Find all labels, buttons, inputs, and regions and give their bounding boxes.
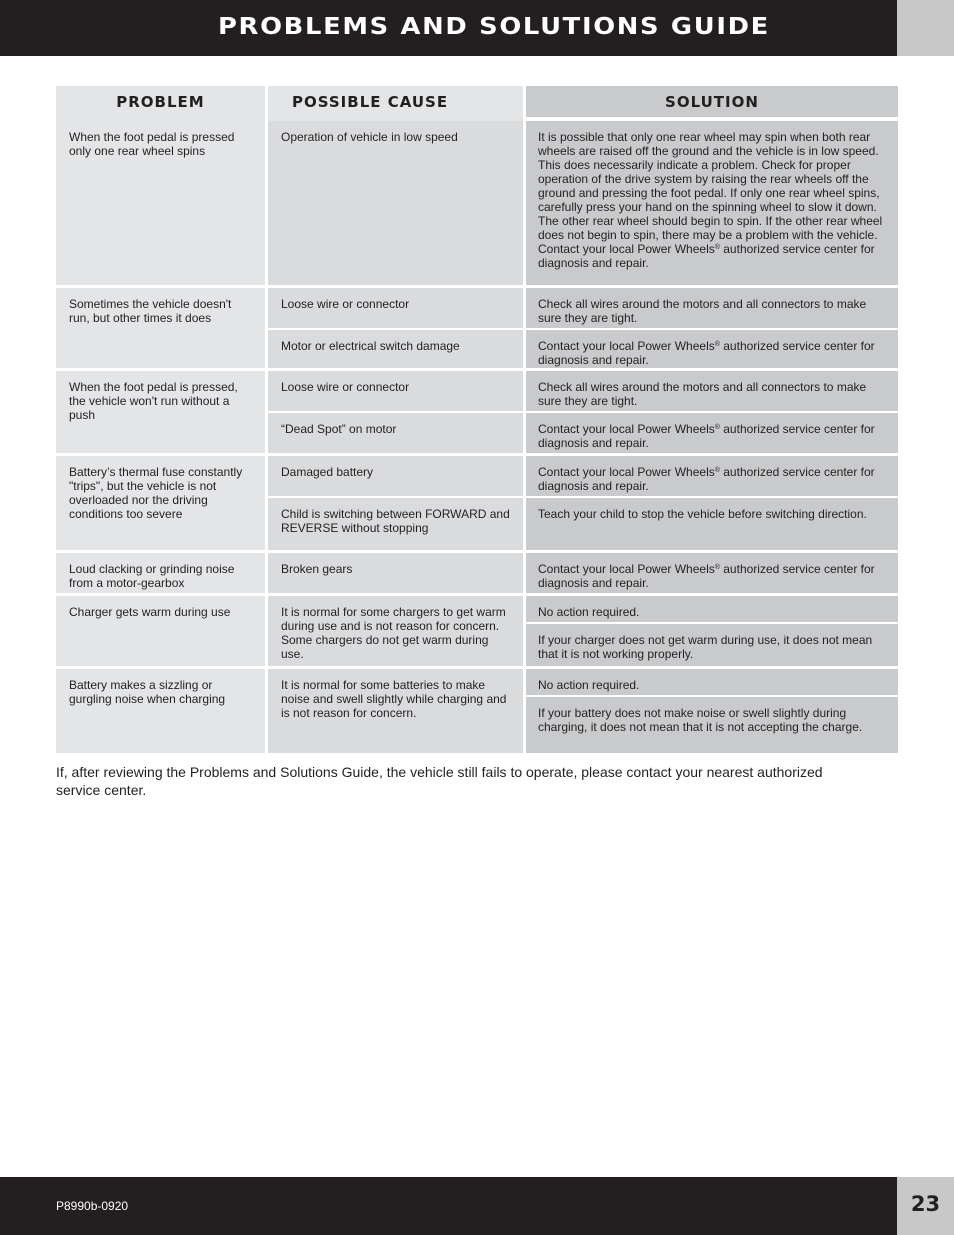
solution-cell: It is possible that only one rear wheel may spin when both rear wheels are raised off the ground and the vehicle is in low speed. This does necessarily indicate a problem. Check for proper operation of the drive system by raising the rear wheels off the ground and pressing the foot pedal. If only one rear wheel spins, carefully press your hand on the spinning wheel to slow it down. The other rear wheel should begin to spin. If the other rear wheel does not begin to spin, there may be a problem with the vehicle. Contact your local Power Wheels® authorized service center for diagnosis and repair. xyxy=(526,121,898,285)
column-header-solution: SOLUTION xyxy=(526,86,898,117)
problem-cell: Battery’s thermal fuse constantly "trips", but the vehicle is not overloaded nor the driving conditions too severe xyxy=(56,456,265,550)
problems-solutions-table xyxy=(56,86,898,753)
solution-cell: Teach your child to stop the vehicle before switching direction. xyxy=(526,498,898,550)
page-title: PROBLEMS AND SOLUTIONS GUIDE xyxy=(218,14,770,40)
page-footer xyxy=(0,1177,897,1235)
table-header xyxy=(56,86,898,117)
footnote-text: If, after reviewing the Problems and Solutions Guide, the vehicle still fails to operate, please contact your nearest authorized service center. xyxy=(56,764,823,798)
cause-cell: It is normal for some chargers to get warm during use and is not reason for concern. Some chargers do not get warm during use. xyxy=(268,596,523,666)
problem-cell: Loud clacking or grinding noise from a motor-gearbox xyxy=(56,553,265,593)
solution-cell: No action required. xyxy=(526,596,898,622)
problem-cell: When the foot pedal is pressed only one rear wheel spins xyxy=(56,121,265,285)
column-header-problem: PROBLEM xyxy=(56,86,265,117)
cause-cell: Operation of vehicle in low speed xyxy=(268,121,523,285)
table-row xyxy=(56,669,898,753)
table-row xyxy=(56,456,898,553)
header-tab xyxy=(897,0,954,56)
solution-cell: If your battery does not make noise or swell slightly during charging, it does not mean that it is not accepting the charge. xyxy=(526,697,898,753)
problem-cell: Charger gets warm during use xyxy=(56,596,265,666)
solution-cell: Contact your local Power Wheels® authorized service center for diagnosis and repair. xyxy=(526,330,898,368)
column-header-cause: POSSIBLE CAUSE xyxy=(268,86,523,117)
problem-cell: Battery makes a sizzling or gurgling noise when charging xyxy=(56,669,265,753)
cause-cell: Broken gears xyxy=(268,553,523,593)
solution-cell: Contact your local Power Wheels® authorized service center for diagnosis and repair. xyxy=(526,456,898,496)
page-header xyxy=(0,0,897,56)
problem-cell: When the foot pedal is pressed, the vehicle won't run without a push xyxy=(56,371,265,453)
table-row xyxy=(56,553,898,596)
cause-cell: Child is switching between FORWARD and REVERSE without stopping xyxy=(268,498,523,550)
table-row xyxy=(56,371,898,456)
cause-cell: Motor or electrical switch damage xyxy=(268,330,523,368)
table-row xyxy=(56,596,898,669)
cause-cell: Loose wire or connector xyxy=(268,288,523,328)
page-number: 23 xyxy=(910,1192,941,1216)
solution-cell: Check all wires around the motors and all connectors to make sure they are tight. xyxy=(526,288,898,328)
cause-cell: “Dead Spot” on motor xyxy=(268,413,523,453)
table-row xyxy=(56,288,898,371)
cause-cell: Loose wire or connector xyxy=(268,371,523,411)
solution-cell: No action required. xyxy=(526,669,898,695)
solution-cell: Contact your local Power Wheels® authorized service center for diagnosis and repair. xyxy=(526,553,898,593)
document-code: P8990b-0920 xyxy=(56,1199,129,1213)
cause-cell: Damaged battery xyxy=(268,456,523,496)
table-row xyxy=(56,121,898,288)
cause-cell: It is normal for some batteries to make noise and swell slightly while charging and is not reason for concern. xyxy=(268,669,523,753)
problem-cell: Sometimes the vehicle doesn't run, but other times it does xyxy=(56,288,265,368)
solution-cell: If your charger does not get warm during use, it does not mean that it is not working properly. xyxy=(526,624,898,666)
solution-cell: Contact your local Power Wheels® authorized service center for diagnosis and repair. xyxy=(526,413,898,453)
solution-cell: Check all wires around the motors and all connectors to make sure they are tight. xyxy=(526,371,898,411)
